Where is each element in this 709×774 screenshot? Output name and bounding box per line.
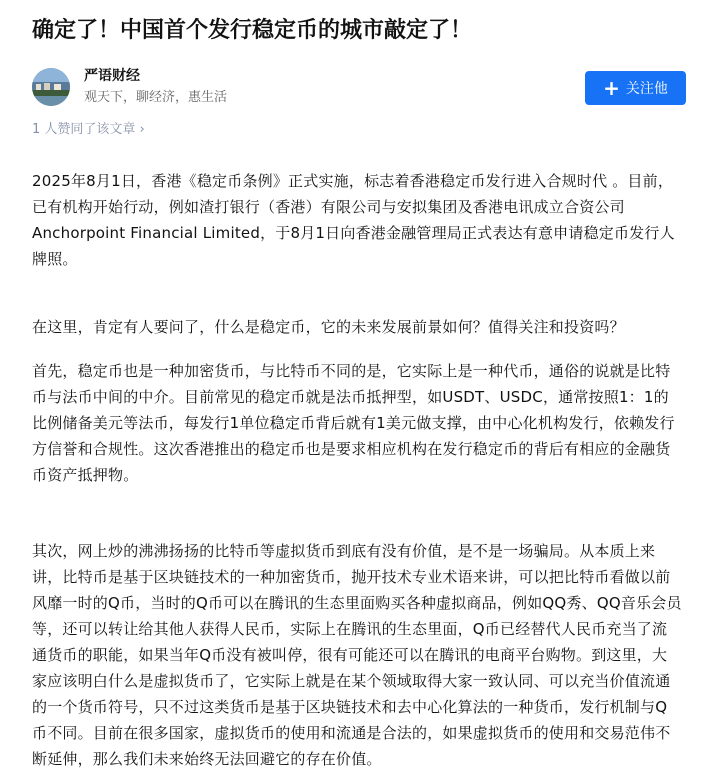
article-title: 确定了！中国首个发行稳定币的城市敲定了！ <box>32 18 473 43</box>
upvote-count-link[interactable]: 1 人赞同了该文章 › <box>32 122 145 137</box>
follow-label: 关注他 <box>625 81 668 97</box>
author-bio: 观天下，聊经济，惠生活 <box>84 90 228 105</box>
paragraph-2: 在这里，肯定有人要问了，什么是稳定币，它的未来发展前景如何？值得关注和投资吗？ <box>32 318 625 336</box>
author-avatar[interactable] <box>32 68 70 106</box>
paragraph-4: 其次，网上炒的沸沸扬扬的比特币等虚拟货币到底有没有价值，是不是一场骗局。从本质上来讲，比特币是基于区块链技术的一种加密货币，抛开技术专业术语来讲，可以把比特币看做以前风靡一时的Q币，当时的Q币可以在腾讯的生态里面购买各种虚拟商品，例如QQ秀、QQ音乐会员等，还可以转让给其他人获得人民币，实际上在腾讯的生态里面，Q币已经替代人民币充当了流通货币的职能，如果当年Q币没有被叫停，很有可能还可以在腾讯的电商平台购物。到这里，大家应该明白什么是虚拟货币了，它实际上就是在某个领域取得大家一致认同、可以充当价值流通的一个货币符号，只不过这类货币是基于区块链技术和去中心化算法的一种货币，发行机制与Q币不同。目前在很多国家，虚拟货币的使用和流通是合法的，如果虚拟货币的使用和交易范伟不断延伸，那么我们未来始终无法回避它的存在价值。 <box>32 542 682 768</box>
follow-button[interactable] <box>585 71 686 105</box>
plus-icon: + <box>603 76 620 100</box>
paragraph-1: 2025年8月1日，香港《稳定币条例》正式实施，标志着香港稳定币发行进入合规时代 。目前，已有机构开始行动，例如渣打银行（香港）有限公司与安拟集团及香港电讯成立合资公司Anchorpoint Financial Limited，于8月1日向香港金融管理局正式表达有意申请稳定币发行人牌照。 <box>32 172 675 268</box>
author-name[interactable]: 严语财经 <box>84 68 140 84</box>
paragraph-3: 首先，稳定币也是一种加密货币，与比特币不同的是，它实际上是一种代币，通俗的说就是比特币与法币中间的中介。目前常见的稳定币就是法币抵押型，如USDT、USDC，通常按照1：1的比例储备美元等法币，每发行1单位稳定币背后就有1美元做支撑，由中心化机构发行，依赖发行方信誉和合规性。这次香港推出的稳定币也是要求相应机构在发行稳定币的背后有相应的金融货币资产抵押物。 <box>32 362 675 484</box>
avatar-image <box>32 68 70 106</box>
